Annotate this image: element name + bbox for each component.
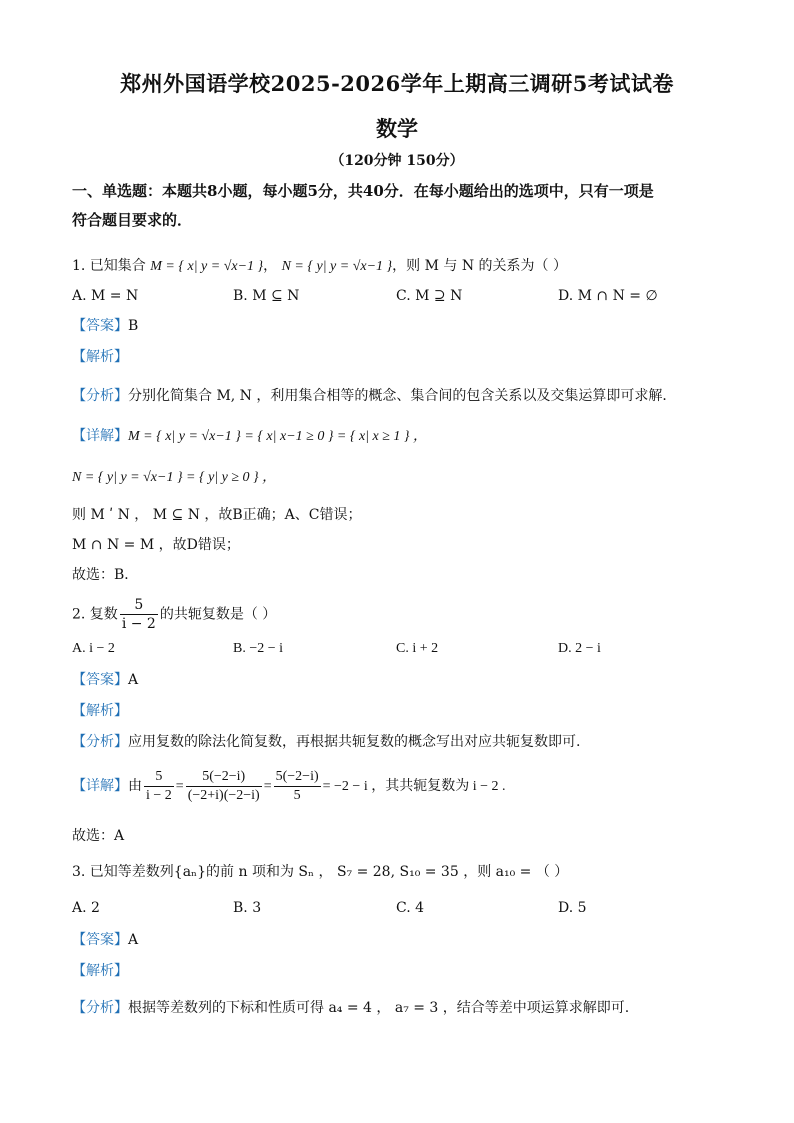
q1-answer-value: B [128, 318, 139, 334]
q1-detail-line2: N = { y| y = √x−1 } = { y| y ≥ 0 } ， [72, 470, 277, 485]
q1-stem: 1. 已知集合 M = { x| y = √x−1 }， N = { y| y = √x−1 }，则 M 与 N 的关系为（ ） [72, 258, 567, 274]
q1-option-d: D. M ∩ N = ∅ [558, 288, 658, 304]
q1-set-n: N = { y| y = √x−1 } [281, 259, 393, 274]
q1-detail-1 [72, 426, 732, 447]
q1-detail-line1: M = { x| y = √x−1 } = { x| x−1 ≥ 0 } = { x| x ≥ 1 } ， [128, 429, 428, 444]
q3-answer [72, 930, 732, 950]
q3-answer-value: A [128, 932, 139, 948]
q1-set-m: M = { x| y = √x−1 } [150, 259, 264, 274]
q2-option-a: A. i − 2 [72, 641, 115, 656]
q2-option-b: B. −2 − i [233, 641, 284, 656]
q3-option-a: A. 2 [72, 900, 100, 916]
answer-label: 【答案】 [72, 672, 128, 688]
fenxi-label: 【分析】 [72, 1000, 128, 1016]
q1-analysis [72, 347, 732, 367]
q2-fraction [120, 596, 158, 633]
detail-label: 【详解】 [72, 778, 128, 794]
q1-prefix: 1. 已知集合 [72, 258, 146, 274]
fenxi-label: 【分析】 [72, 734, 128, 750]
frac-num: 5(−2−i) [186, 768, 262, 787]
frac-num: 5 [144, 768, 174, 787]
q3-option-b: B. 3 [233, 900, 262, 916]
q2-answer [72, 670, 732, 690]
q1-detail-4: M ∩ N = M ，故D错误； [72, 537, 240, 553]
q2-analysis [72, 701, 732, 721]
q2-stem [72, 596, 732, 633]
q2-detail-prefix: 由 [128, 778, 142, 794]
frac-den: i − 2 [146, 787, 172, 803]
q1-answer [72, 316, 732, 336]
analysis-label: 【解析】 [72, 349, 128, 365]
q2-fenxi [72, 732, 732, 752]
time-score: （120分钟 150分） [330, 153, 464, 169]
q2-option-d: D. 2 − i [558, 641, 601, 656]
q1-option-a: A. M = N [72, 288, 139, 304]
q2-suffix: 的共轭复数是（ ） [159, 606, 277, 623]
q2-detail-frac2 [186, 768, 262, 805]
q3-fenxi [72, 998, 732, 1018]
q1-fenxi [72, 386, 732, 406]
q2-option-c: C. i + 2 [396, 641, 439, 656]
section-heading-line2: 符合题目要求的． [72, 211, 193, 229]
q1-suffix: ，则 M 与 N 的关系为（ ） [392, 258, 567, 274]
q2-prefix: 2. 复数 [72, 606, 118, 623]
answer-label: 【答案】 [72, 318, 128, 334]
q1-fenxi-text: 分别化简集合 M, N ，利用集合相等的概念、集合间的包含关系以及交集运算即可求解． [128, 388, 677, 404]
q1-detail-3: 则 M ʹ N ， M ⊆ N ，故B正确；A、C错误； [72, 507, 362, 523]
q3-option-d: D. 5 [558, 900, 587, 916]
subject-title: 数学 [376, 116, 418, 141]
analysis-label: 【解析】 [72, 963, 128, 979]
q2-detail-tail: = −2 − i ，其共轭复数为 i − 2 . [322, 779, 506, 794]
q2-detail-frac1 [144, 768, 174, 805]
q3-fenxi-text: 根据等差数列的下标和性质可得 a₄ = 4 ， a₇ = 3 ，结合等差中项运算求解即可. [128, 1000, 630, 1016]
q3-analysis [72, 961, 732, 981]
section-heading-line1: 一、单选题：本题共8小题，每小题5分，共40分．在每小题给出的选项中，只有一项是 [72, 182, 654, 200]
frac-den: (−2+i)(−2−i) [187, 787, 260, 803]
q2-answer-value: A [128, 672, 139, 688]
answer-label: 【答案】 [72, 932, 128, 948]
q1-option-b: B. M ⊆ N [233, 288, 300, 304]
q3-option-c: C. 4 [396, 900, 425, 916]
frac-num: 5(−2−i) [274, 768, 321, 787]
q2-fenxi-text: 应用复数的除法化简复数，再根据共轭复数的概念写出对应共轭复数即可. [128, 734, 581, 750]
q2-frac-den: i − 2 [121, 616, 156, 632]
frac-den: 5 [293, 787, 301, 803]
q1-option-c: C. M ⊇ N [396, 288, 463, 304]
exam-title: 郑州外国语学校2025-2026学年上期高三调研5考试试卷 [120, 71, 674, 96]
analysis-label: 【解析】 [72, 703, 128, 719]
q1-choose: 故选：B． [72, 567, 139, 583]
q2-choose: 故选：A [72, 828, 125, 844]
q3-stem: 3. 已知等差数列{aₙ}的前 n 项和为 Sₙ ， S₇ = 28, S₁₀ = 35 ，则 a₁₀ = （ ） [72, 864, 569, 880]
fenxi-label: 【分析】 [72, 388, 128, 404]
q2-frac-num: 5 [120, 596, 158, 615]
q1-detail-2 [72, 467, 732, 488]
q2-detail-frac3 [274, 768, 321, 805]
detail-label: 【详解】 [72, 428, 128, 444]
q2-detail: 【详解】由 $\frac{5}{i - 2}$ = $\frac{5(-2-i)}{(-2+i)(-2-i)}$ = $\frac{5(-2-i)}{5}$ = −2 − i ，其共轭复数为 i − 2 . [72, 768, 506, 803]
